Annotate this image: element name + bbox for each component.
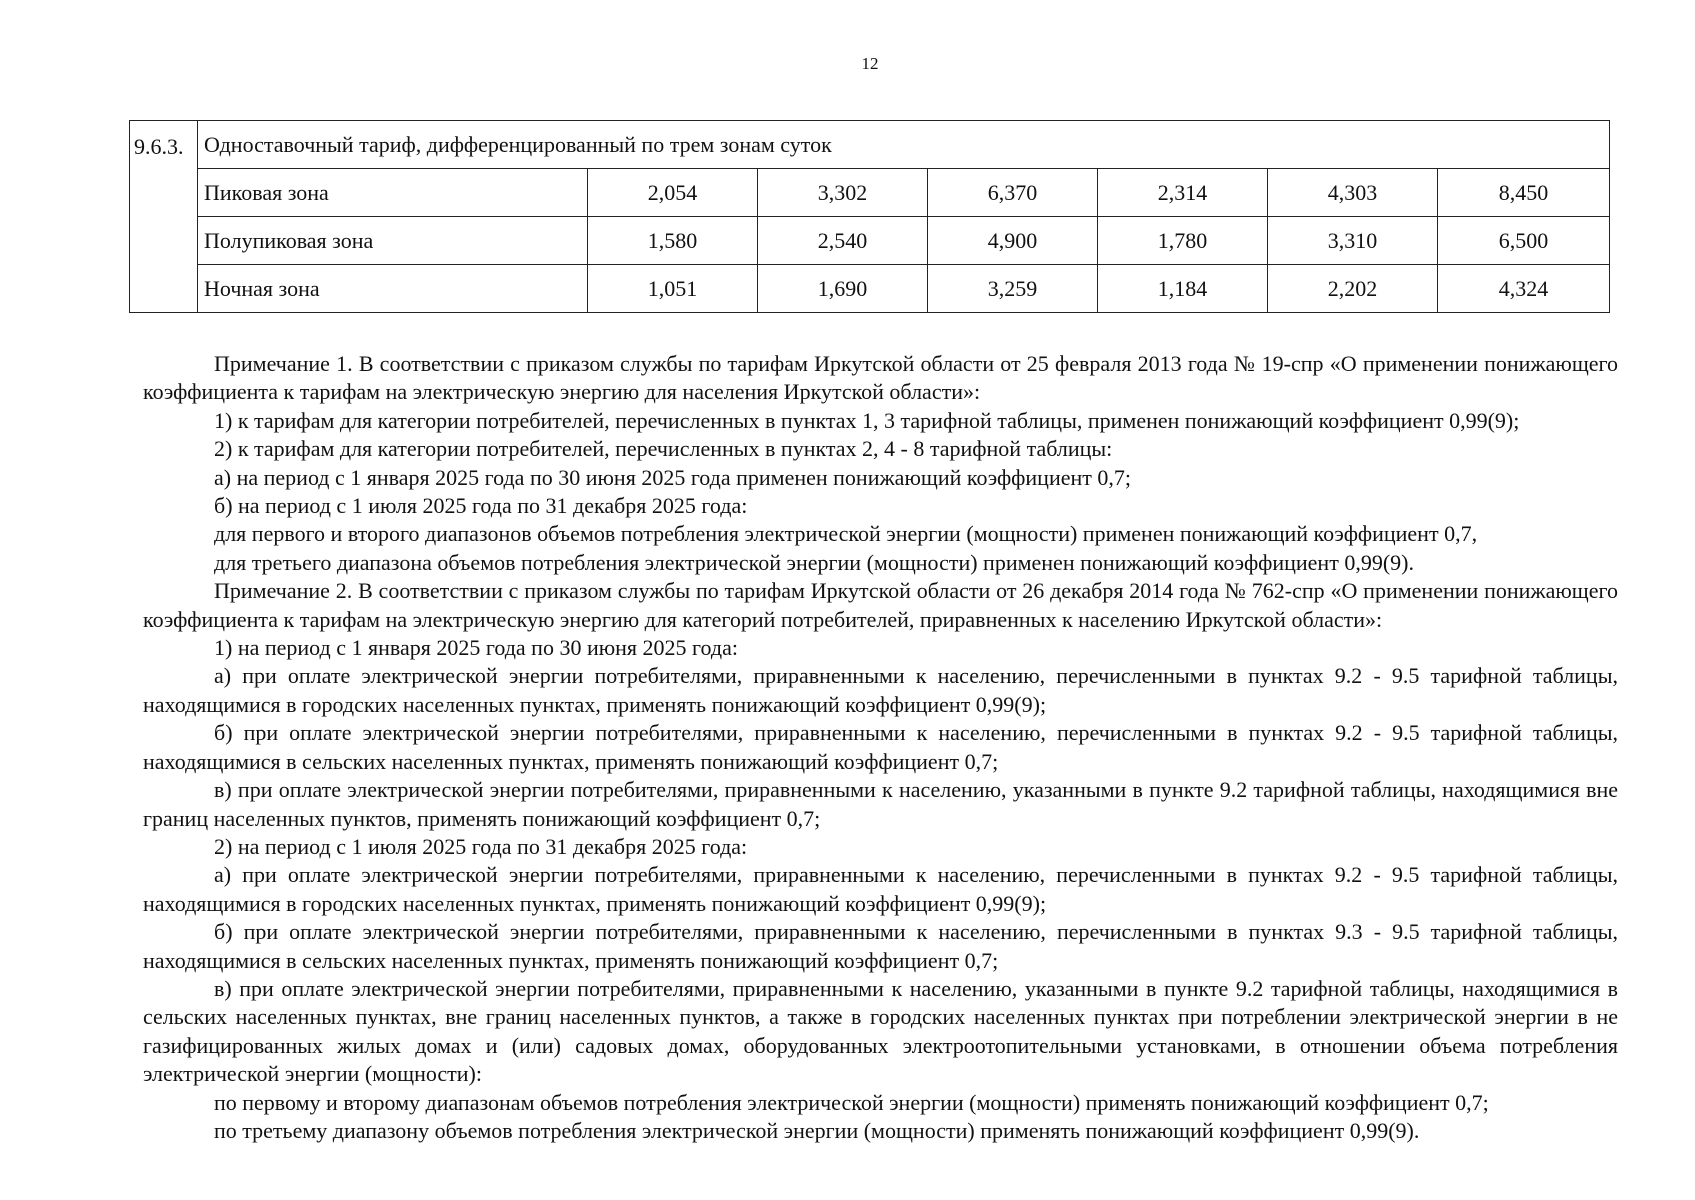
note-paragraph: б) на период с 1 июля 2025 года по 31 декабря 2025 года: xyxy=(214,493,748,519)
note-paragraph: по первому и второму диапазонам объемов потребления электрической энергии (мощности) применять понижающий коэффициент 0,7; xyxy=(214,1089,1489,1115)
note-1-intro: Примечание 1. В соответствии с приказом службы по тарифам Иркутской области от 25 февраля 2013 года № 19-спр «О применении понижающего коэффициента к тарифам на электрическую энергию для населения Иркутской области»: xyxy=(143,351,1618,405)
table-cell: 1,580 xyxy=(588,217,758,265)
section-code: 9.6.3. xyxy=(130,121,198,313)
table-cell: 1,780 xyxy=(1098,217,1268,265)
table-header-row xyxy=(130,121,1610,169)
table-cell: 2,540 xyxy=(758,217,928,265)
note-paragraph: для первого и второго диапазонов объемов потребления электрической энергии (мощности) применен понижающий коэффициент 0,7, xyxy=(214,521,1478,547)
note-paragraph: 2) на период с 1 июля 2025 года по 31 декабря 2025 года: xyxy=(214,833,748,859)
note-2-intro: Примечание 2. В соответствии с приказом службы по тарифам Иркутской области от 26 декабря 2014 года № 762-спр «О применении понижающего коэффициента к тарифам на электрическую энергию для категорий потребителей, приравненных к населению Иркутской области»: xyxy=(143,578,1618,632)
zone-label: Ночная зона xyxy=(198,265,588,313)
table-cell: 1,051 xyxy=(588,265,758,313)
note-paragraph: для третьего диапазона объемов потребления электрической энергии (мощности) применен понижающий коэффициент 0,99(9). xyxy=(214,549,1414,575)
table-cell: 6,370 xyxy=(928,169,1098,217)
notes-section xyxy=(143,350,1618,1145)
zone-label: Полупиковая зона xyxy=(198,217,588,265)
table-cell: 1,184 xyxy=(1098,265,1268,313)
note-paragraph: 1) на период с 1 января 2025 года по 30 июня 2025 года: xyxy=(214,635,738,661)
table-cell: 3,310 xyxy=(1268,217,1438,265)
note-paragraph: а) на период с 1 января 2025 года по 30 июня 2025 года применен понижающий коэффициент 0,7; xyxy=(214,464,1131,490)
table-cell: 3,259 xyxy=(928,265,1098,313)
note-paragraph: а) при оплате электрической энергии потребителями, приравненными к населению, перечисленными в пунктах 9.2 - 9.5 тарифной таблицы, находящимися в городских населенных пунктах, применять понижающий коэффициент 0,99(9); xyxy=(143,862,1618,916)
note-paragraph: в) при оплате электрической энергии потребителями, приравненными к населению, указанными в пункте 9.2 тарифной таблицы, находящимися в сельских населенных пунктах, вне границ населенных пунктов, а также в городских населенных пунктах при потреблении электрической энергии в не газифицированных жилых домах и (или) садовых домах, оборудованных электроотопительными установками, в отношении объема потребления электрической энергии (мощности): xyxy=(143,975,1618,1087)
table-row xyxy=(130,217,1610,265)
table-cell: 1,690 xyxy=(758,265,928,313)
table-cell: 6,500 xyxy=(1438,217,1610,265)
table-cell: 8,450 xyxy=(1438,169,1610,217)
table-cell: 4,324 xyxy=(1438,265,1610,313)
table-cell: 3,302 xyxy=(758,169,928,217)
table-cell: 4,303 xyxy=(1268,169,1438,217)
note-paragraph: а) при оплате электрической энергии потребителями, приравненными к населению, перечисленными в пунктах 9.2 - 9.5 тарифной таблицы, находящимися в городских населенных пунктах, применять понижающий коэффициент 0,99(9); xyxy=(143,663,1618,717)
table-cell: 2,314 xyxy=(1098,169,1268,217)
note-paragraph: б) при оплате электрической энергии потребителями, приравненными к населению, перечисленными в пунктах 9.3 - 9.5 тарифной таблицы, находящимися в сельских населенных пунктах, применять понижающий коэффициент 0,7; xyxy=(143,919,1618,973)
tariff-table xyxy=(129,120,1610,313)
table-row xyxy=(130,265,1610,313)
table-row xyxy=(130,169,1610,217)
zone-label: Пиковая зона xyxy=(198,169,588,217)
note-paragraph: 1) к тарифам для категории потребителей, перечисленных в пунктах 1, 3 тарифной таблицы, применен понижающий коэффициент 0,99(9); xyxy=(214,407,1520,433)
page-number: 12 xyxy=(861,54,879,73)
note-paragraph: в) при оплате электрической энергии потребителями, приравненными к населению, указанными в пункте 9.2 тарифной таблицы, находящимися вне границ населенных пунктов, применять понижающий коэффициент 0,7; xyxy=(143,777,1618,831)
note-paragraph: б) при оплате электрической энергии потребителями, приравненными к населению, перечисленными в пунктах 9.2 - 9.5 тарифной таблицы, находящимися в сельских населенных пунктах, применять понижающий коэффициент 0,7; xyxy=(143,720,1618,774)
note-paragraph: по третьему диапазону объемов потребления электрической энергии (мощности) применять понижающий коэффициент 0,99(9). xyxy=(214,1117,1420,1143)
table-cell: 4,900 xyxy=(928,217,1098,265)
note-paragraph: 2) к тарифам для категории потребителей, перечисленных в пунктах 2, 4 - 8 тарифной таблицы: xyxy=(214,436,1113,462)
section-title: Одноставочный тариф, дифференцированный по трем зонам суток xyxy=(198,121,1610,169)
table-cell: 2,202 xyxy=(1268,265,1438,313)
table-cell: 2,054 xyxy=(588,169,758,217)
